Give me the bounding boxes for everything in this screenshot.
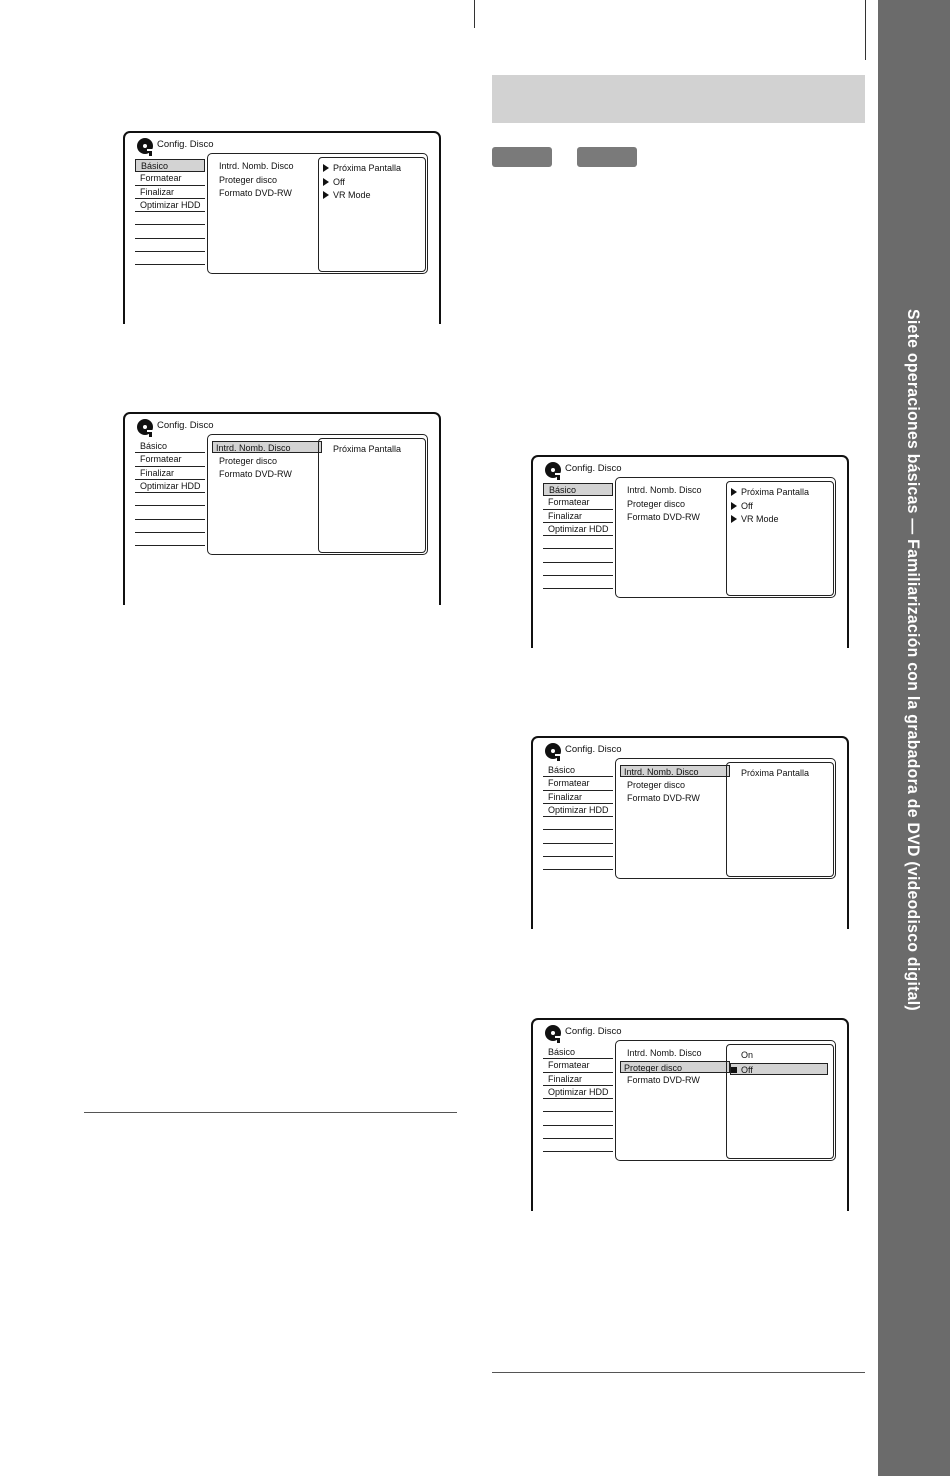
left-menu-item[interactable]: Optimizar HDD bbox=[543, 1086, 613, 1099]
disc-settings-icon bbox=[136, 418, 156, 438]
options-panel bbox=[318, 438, 426, 553]
left-menu-item[interactable]: Finalizar bbox=[135, 186, 205, 199]
left-menu-item[interactable]: Básico bbox=[543, 764, 613, 777]
section-header-bar bbox=[492, 75, 865, 123]
left-menu-empty-slot bbox=[135, 239, 205, 252]
settings-item[interactable]: Intrd. Nomb. Disco bbox=[212, 441, 322, 453]
left-menu-item[interactable]: Formatear bbox=[135, 172, 205, 185]
option-item[interactable] bbox=[323, 443, 401, 455]
triangle-right-icon bbox=[323, 178, 329, 186]
option-label: Próxima Pantalla bbox=[741, 768, 810, 778]
settings-item[interactable]: Intrd. Nomb. Disco bbox=[219, 161, 294, 171]
option-label: On bbox=[741, 1050, 754, 1060]
option-item[interactable] bbox=[731, 500, 753, 512]
left-menu-empty-slot bbox=[543, 1139, 613, 1152]
left-menu-item[interactable]: Formatear bbox=[543, 496, 613, 509]
settings-item[interactable]: Intrd. Nomb. Disco bbox=[627, 1048, 702, 1058]
left-menu-empty-slot bbox=[135, 252, 205, 265]
crop-mark-right bbox=[865, 0, 866, 60]
settings-item[interactable]: Proteger disco bbox=[627, 779, 686, 790]
option-item[interactable] bbox=[731, 1049, 753, 1061]
left-menu-item[interactable]: Finalizar bbox=[543, 510, 613, 523]
left-menu-item[interactable]: Optimizar HDD bbox=[543, 804, 613, 817]
media-badge-2 bbox=[577, 147, 637, 167]
settings-item[interactable]: Formato DVD-RW bbox=[219, 469, 292, 479]
divider-right bbox=[492, 1372, 865, 1373]
side-tab-label: Siete operaciones básicas — Familiarización con la grabadora de DVD (videodisco digital) bbox=[904, 309, 923, 1011]
left-menu-item[interactable]: Optimizar HDD bbox=[135, 480, 205, 493]
disc-settings-icon bbox=[544, 742, 564, 762]
option-item[interactable] bbox=[323, 189, 371, 201]
left-menu bbox=[543, 1046, 613, 1152]
left-menu-item[interactable]: Básico bbox=[135, 159, 205, 172]
option-label: VR Mode bbox=[741, 514, 779, 524]
settings-item[interactable]: Intrd. Nomb. Disco bbox=[620, 765, 730, 777]
settings-item[interactable]: Proteger disco bbox=[620, 1061, 730, 1073]
left-menu-empty-slot bbox=[543, 1126, 613, 1139]
left-menu-item[interactable]: Optimizar HDD bbox=[543, 523, 613, 536]
media-badge-1 bbox=[492, 147, 552, 167]
settings-item[interactable]: Proteger disco bbox=[219, 174, 278, 185]
left-menu-empty-slot bbox=[135, 520, 205, 533]
left-menu-item[interactable]: Finalizar bbox=[543, 1073, 613, 1086]
osd-screen-4 bbox=[531, 736, 849, 929]
left-menu-empty-slot bbox=[543, 830, 613, 843]
left-menu bbox=[543, 483, 613, 589]
osd-screen-5 bbox=[531, 1018, 849, 1211]
left-menu-empty-slot bbox=[543, 844, 613, 857]
settings-item[interactable]: Proteger disco bbox=[219, 455, 278, 466]
option-item[interactable] bbox=[323, 162, 401, 174]
left-menu-item[interactable]: Básico bbox=[543, 1046, 613, 1059]
option-label: Off bbox=[741, 500, 753, 511]
option-item[interactable] bbox=[731, 767, 809, 779]
settings-item[interactable]: Formato DVD-RW bbox=[219, 188, 292, 198]
option-item[interactable] bbox=[730, 1063, 828, 1075]
left-menu-empty-slot bbox=[135, 493, 205, 506]
disc-settings-icon bbox=[136, 137, 156, 157]
option-label: Próxima Pantalla bbox=[741, 487, 810, 497]
left-menu-item[interactable]: Formatear bbox=[543, 1059, 613, 1072]
option-item[interactable] bbox=[323, 176, 345, 188]
screen-title: Config. Disco bbox=[565, 463, 622, 474]
disc-settings-icon bbox=[544, 1024, 564, 1044]
settings-item[interactable]: Formato DVD-RW bbox=[627, 1075, 700, 1085]
left-menu bbox=[543, 764, 613, 870]
crop-mark-left bbox=[474, 0, 475, 28]
option-label: Próxima Pantalla bbox=[333, 163, 402, 173]
left-menu-item[interactable]: Básico bbox=[135, 440, 205, 453]
option-label: Off bbox=[741, 1064, 753, 1075]
screen-title: Config. Disco bbox=[157, 139, 214, 150]
left-menu bbox=[135, 159, 205, 265]
left-menu-item[interactable]: Finalizar bbox=[543, 791, 613, 804]
left-menu-empty-slot bbox=[135, 506, 205, 519]
options-panel bbox=[726, 481, 834, 596]
settings-item[interactable]: Formato DVD-RW bbox=[627, 793, 700, 803]
option-label: Próxima Pantalla bbox=[333, 444, 402, 454]
left-menu-empty-slot bbox=[543, 576, 613, 589]
triangle-right-icon bbox=[323, 191, 329, 199]
osd-screen-2 bbox=[123, 412, 441, 605]
triangle-right-icon bbox=[731, 515, 737, 523]
options-panel bbox=[726, 1044, 834, 1159]
divider-left bbox=[84, 1112, 457, 1113]
left-menu-item[interactable]: Formatear bbox=[135, 453, 205, 466]
screen-title: Config. Disco bbox=[565, 744, 622, 755]
left-menu-empty-slot bbox=[543, 1099, 613, 1112]
settings-item[interactable]: Proteger disco bbox=[627, 498, 686, 509]
settings-item[interactable]: Intrd. Nomb. Disco bbox=[627, 485, 702, 495]
left-menu-empty-slot bbox=[135, 533, 205, 546]
left-menu-empty-slot bbox=[543, 536, 613, 549]
left-menu bbox=[135, 440, 205, 546]
left-menu-item[interactable]: Finalizar bbox=[135, 467, 205, 480]
options-panel bbox=[726, 762, 834, 877]
triangle-right-icon bbox=[731, 488, 737, 496]
screen-title: Config. Disco bbox=[157, 420, 214, 431]
settings-item[interactable]: Formato DVD-RW bbox=[627, 512, 700, 522]
option-item[interactable] bbox=[731, 513, 779, 525]
option-item[interactable] bbox=[731, 486, 809, 498]
left-menu-empty-slot bbox=[543, 549, 613, 562]
left-menu-item[interactable]: Formatear bbox=[543, 777, 613, 790]
triangle-right-icon bbox=[323, 164, 329, 172]
left-menu-empty-slot bbox=[543, 1112, 613, 1125]
left-menu-item[interactable]: Básico bbox=[543, 483, 613, 496]
left-menu-empty-slot bbox=[543, 563, 613, 576]
left-menu-empty-slot bbox=[135, 225, 205, 238]
screen-title: Config. Disco bbox=[565, 1026, 622, 1037]
disc-settings-icon bbox=[544, 461, 564, 481]
left-menu-empty-slot bbox=[135, 212, 205, 225]
option-label: VR Mode bbox=[333, 190, 371, 200]
triangle-right-icon bbox=[731, 502, 737, 510]
left-menu-empty-slot bbox=[543, 817, 613, 830]
osd-screen-3 bbox=[531, 455, 849, 648]
osd-screen-1 bbox=[123, 131, 441, 324]
option-label: Off bbox=[333, 176, 345, 187]
left-menu-item[interactable]: Optimizar HDD bbox=[135, 199, 205, 212]
left-menu-empty-slot bbox=[543, 857, 613, 870]
options-panel bbox=[318, 157, 426, 272]
square-bullet-icon bbox=[731, 1067, 737, 1073]
